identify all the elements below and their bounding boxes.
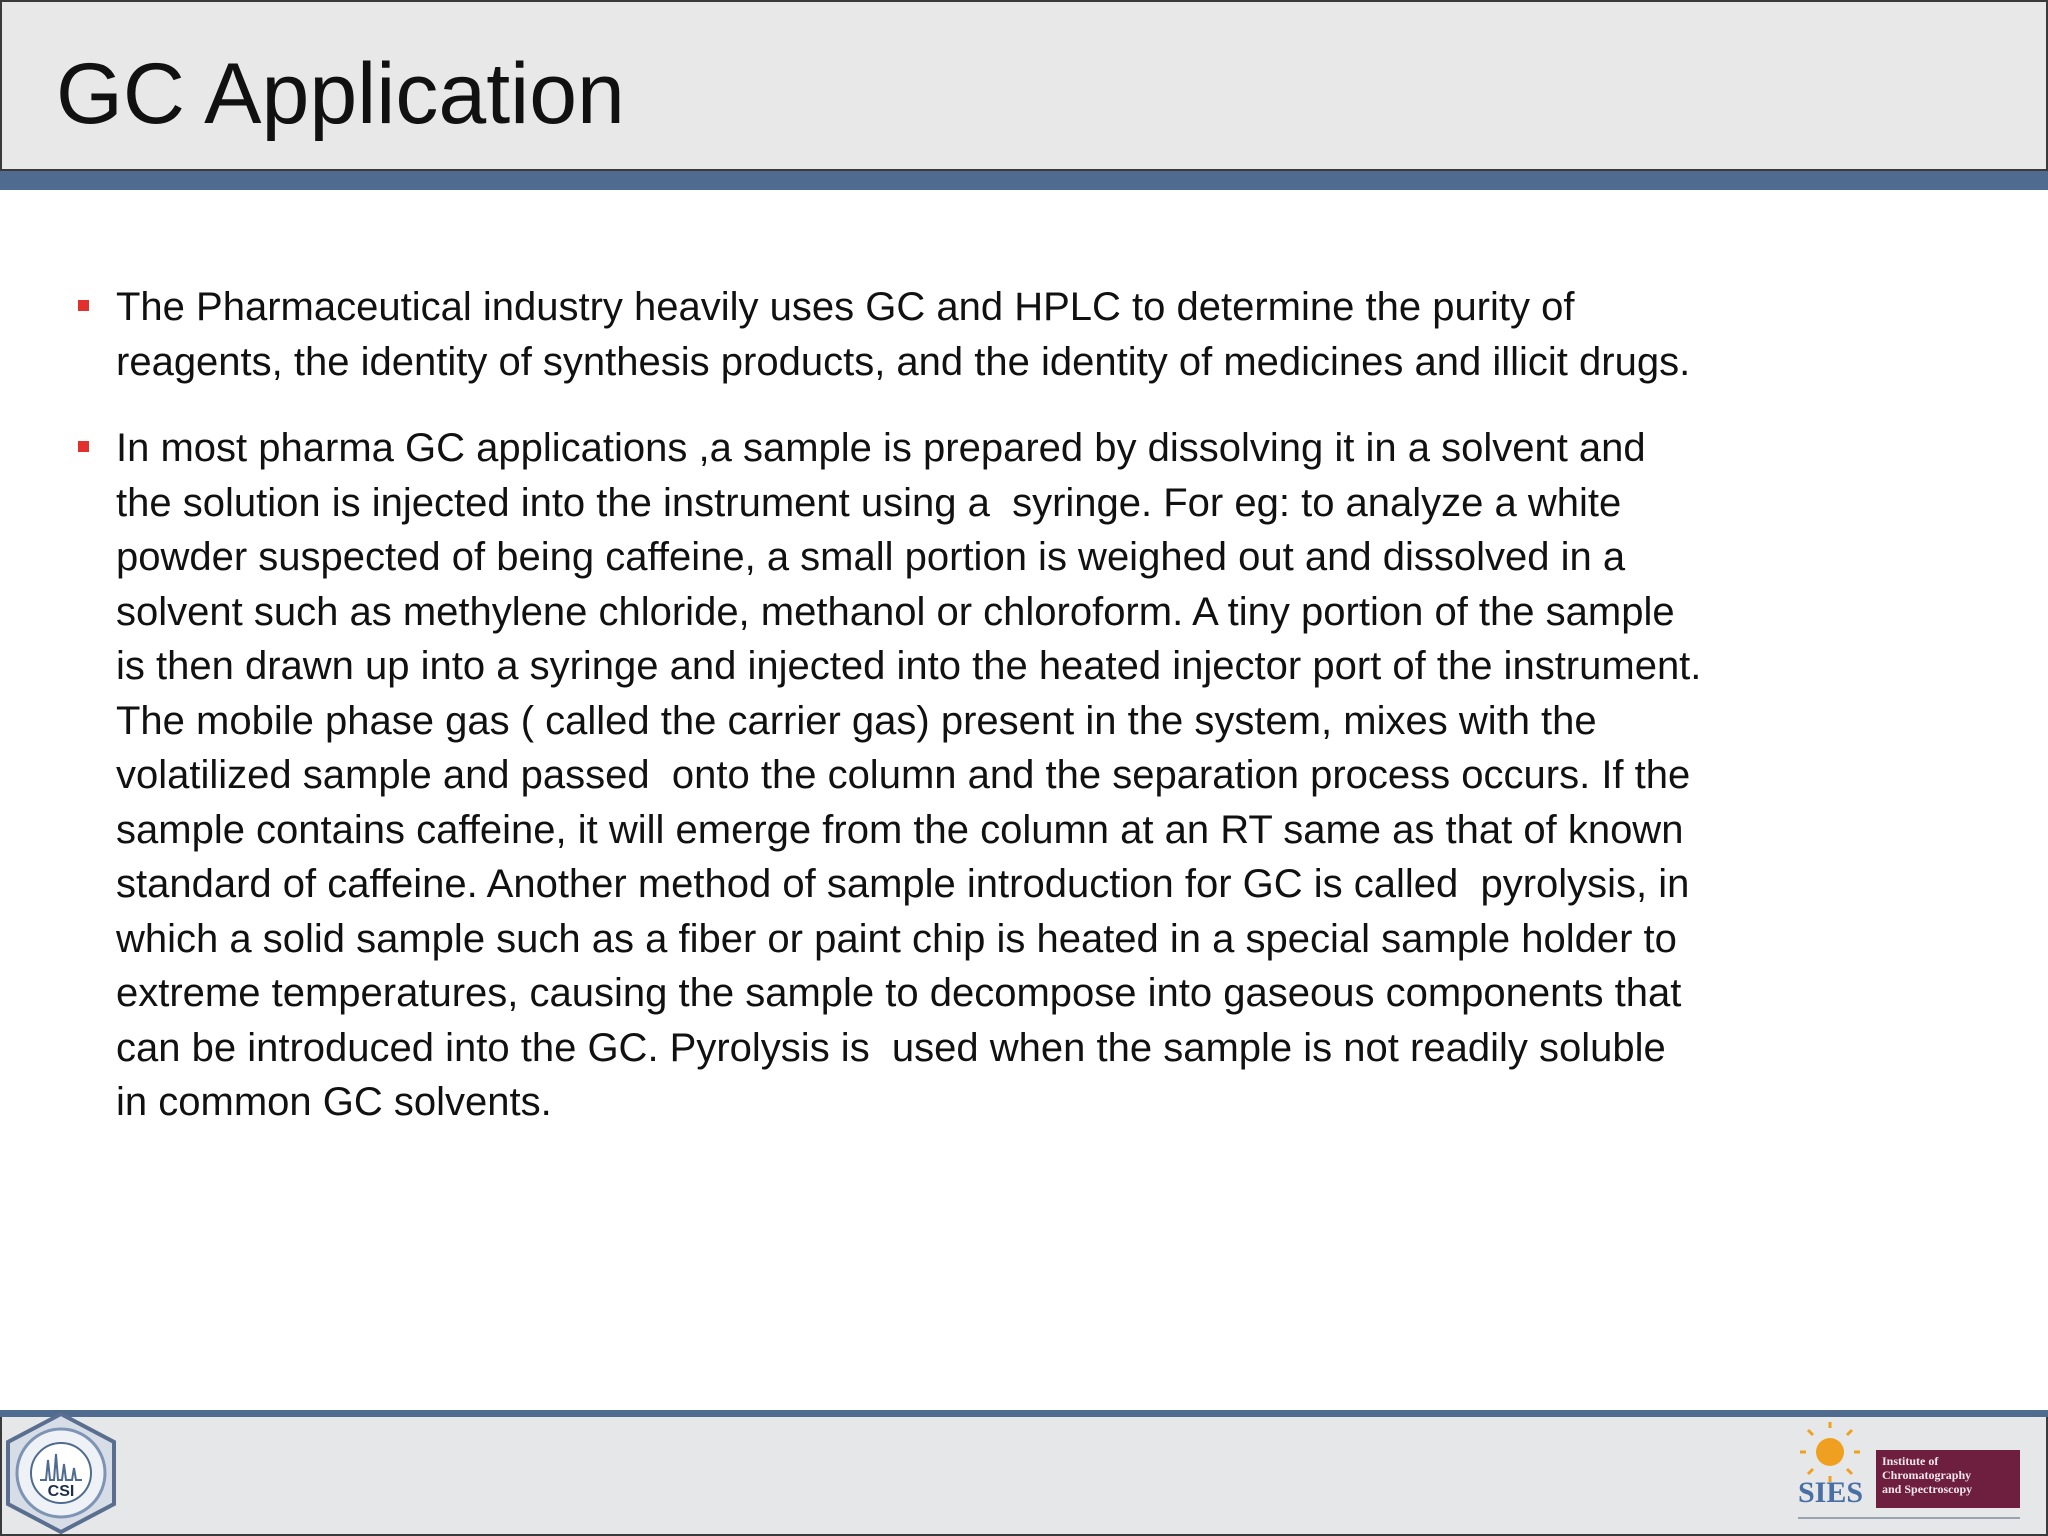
bullet-line: is then drawn up into a syringe and injected into the heated injector port of the instrument. (116, 644, 1702, 688)
bullet-line: extreme temperatures, causing the sample to decompose into gaseous components that (116, 971, 1682, 1015)
csi-logo (2, 1410, 120, 1536)
bullet-line: The mobile phase gas ( called the carrier gas) present in the system, mixes with the (116, 698, 1597, 743)
bullet-line: the solution is injected into the instrument using a syringe. For eg: to analyze a white (116, 480, 1622, 525)
bullet-line: reagents, the identity of synthesis products, and the identity of medicines and illicit drugs. (116, 339, 1691, 384)
footer-divider (0, 1410, 2048, 1417)
bullet-marker-icon (78, 300, 89, 311)
bullet-line: volatilized sample and passed onto the column and the separation process occurs. If the (116, 753, 1691, 797)
bullet-line: solvent such as methylene chloride, methanol or chloroform. A tiny portion of the sample (116, 589, 1675, 634)
bullet-line: In most pharma GC applications ,a sample is prepared by dissolving it in a solvent and (116, 426, 1646, 470)
bullet-text (116, 421, 1996, 1130)
bullet-line: The Pharmaceutical industry heavily uses GC and HPLC to determine the purity of (116, 285, 1575, 329)
bullet-line: sample contains caffeine, it will emerge from the column at an RT same as that of known (116, 807, 1684, 852)
bullet-line: in common GC solvents. (116, 1080, 552, 1124)
footer-bar (0, 1417, 2048, 1536)
title-divider (0, 171, 2048, 190)
bullet-text (116, 280, 1996, 389)
sies-logo-text: SIES (1798, 1476, 1864, 1509)
csi-logo-text: CSI (47, 1483, 75, 1500)
bullet-line: standard of caffeine. Another method of sample introduction for GC is called pyrolysis, in (116, 862, 1690, 906)
institute-logo-box: Institute of Chromatography and Spectroscopy (1876, 1450, 2020, 1508)
slide-title: GC Application (56, 46, 625, 142)
bullet-line: which a solid sample such as a fiber or paint chip is heated in a special sample holder to (116, 916, 1677, 961)
bullet-marker-icon (78, 441, 89, 452)
bullet-line: powder suspected of being caffeine, a small portion is weighed out and dissolved in a (116, 535, 1626, 579)
bullet-line: can be introduced into the GC. Pyrolysis is used when the sample is not readily soluble (116, 1025, 1666, 1070)
